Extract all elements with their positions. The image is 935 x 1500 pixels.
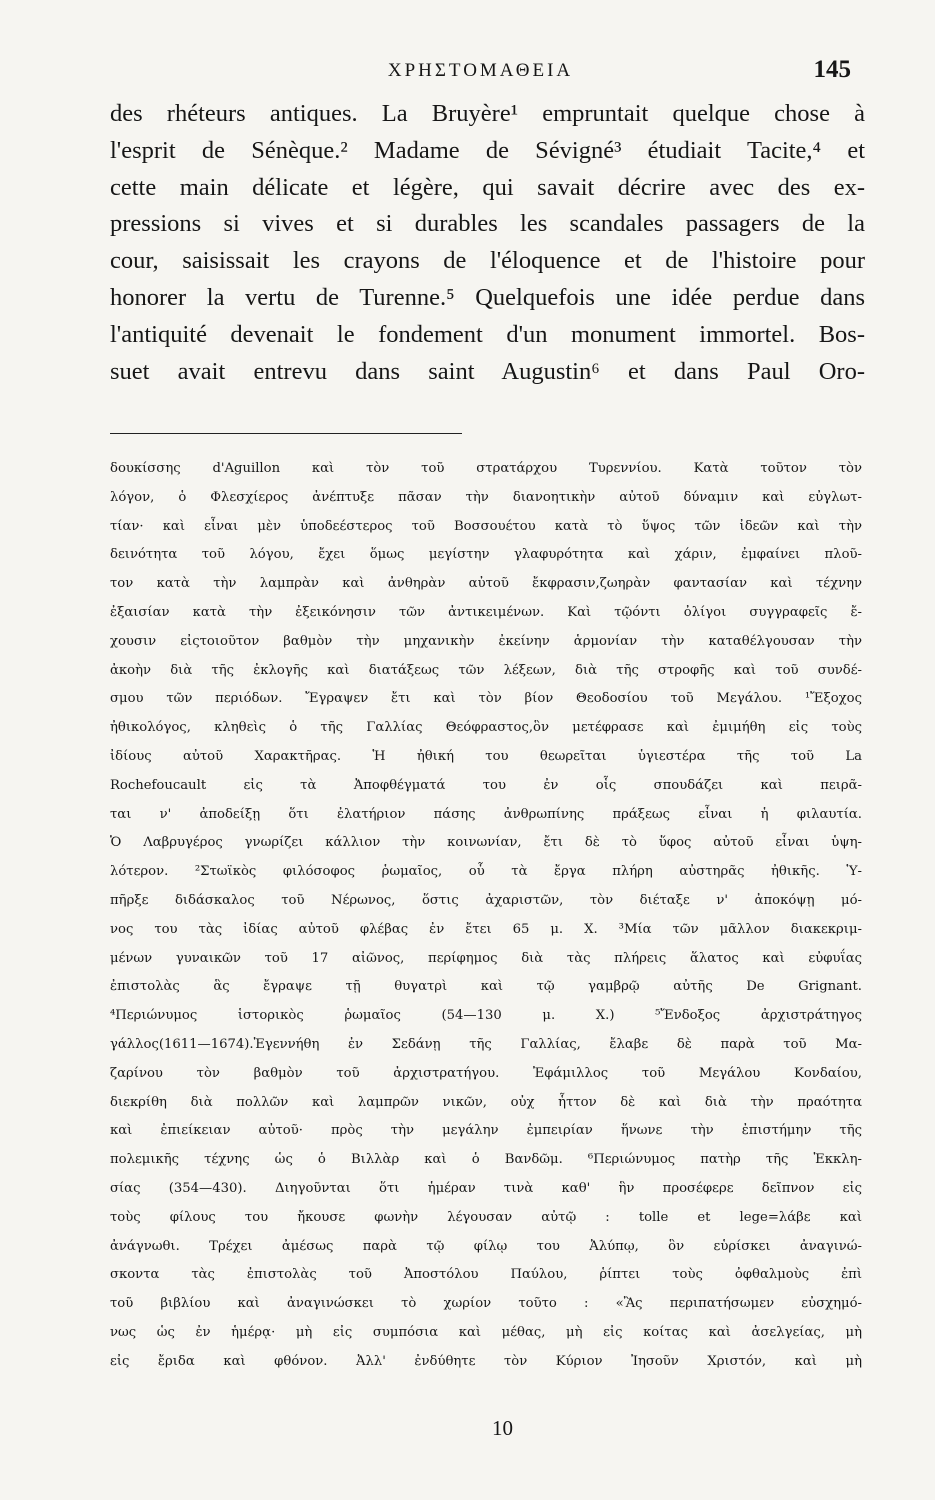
main-text-line: des rhéteurs antiques. La Bruyère¹ empruntait quelque chose à (110, 100, 865, 127)
signature-mark: 10 (492, 1416, 513, 1440)
footnote-line: ται ν' ἀποδείξῃ ὅτι ἐλατήριον πάσης ἀνθρωπίνης πράξεως εἶναι ἡ φιλαυτία. (110, 806, 862, 822)
running-head (110, 56, 851, 90)
footnote-line: ζαρίνου τὸν βαθμὸν τοῦ ἀρχιστρατήγου. Ἐφάμιλλος τοῦ Μεγάλου Κονδαίου, (110, 1065, 862, 1081)
main-text-line: suet avait entrevu dans saint Augustin⁶ et dans Paul Oro- (110, 357, 865, 385)
page-number: 145 (813, 56, 851, 83)
footnote-line: σμου τῶν περιόδων. Ἔγραψεν ἔτι καὶ τὸν βίον Θεοδοσίου τοῦ Μεγάλου. ¹Ἔξοχος (110, 691, 862, 707)
main-text-line: cette main délicate et légère, qui savait décrire avec des ex- (110, 173, 865, 201)
footnote-line: δουκίσσης d'Aguillon καὶ τὸν τοῦ στρατάρχου Τυρεννίου. Κατὰ τοῦτον τὸν (110, 461, 862, 476)
footnote-line: καὶ ἐπιείκειαν αὐτοῦ· πρὸς τὴν μεγάλην ἐμπειρίαν ἥνωνε τὴν ἐπιστήμην τῆς (110, 1123, 862, 1139)
footnote-line: ἀνάγνωθι. Τρέχει ἀμέσως παρὰ τῷ φίλῳ του Ἀλύπῳ, ὃν εὑρίσκει ἀναγινώ- (110, 1238, 862, 1254)
footnote-line: γάλλος(1611—1674).Ἐγεννήθη ἐν Σεδάνῃ τῆς Γαλλίας, ἔλαβε δὲ παρὰ τοῦ Μα- (110, 1036, 862, 1052)
running-title: ΧΡΗΣΤΟΜΑΘΕΙΑ (387, 60, 574, 81)
footnote-line: νος του τὰς ἰδίας αὐτοῦ φλέβας ἐν ἔτει 65 μ. Χ. ³Μία τῶν μᾶλλον διακεκριμ- (110, 921, 862, 937)
footnote-line: τίαν· καὶ εἶναι μὲν ὑποδεέστερος τοῦ Βοσσουέτου κατὰ τὸ ὕψος τῶν ἰδεῶν καὶ τὴν (110, 518, 862, 534)
footnote-line: διεκρίθη διὰ πολλῶν καὶ λαμπρῶν νικῶν, οὐχ ἧττον δὲ καὶ διὰ τὴν πραότητα (110, 1094, 862, 1110)
footnote-line: σκοντα τὰς ἐπιστολὰς τοῦ Ἀποστόλου Παύλου, ῥίπτει τοὺς ὀφθαλμοὺς ἐπὶ (110, 1267, 862, 1283)
footnote-line: πολεμικῆς τέχνης ὡς ὁ Βιλλὰρ καὶ ὁ Βανδῶμ. ⁶Περιώνυμος πατὴρ τῆς Ἐκκλη- (110, 1152, 862, 1168)
footnote-line: εἰς ἔριδα καὶ φθόνον. Ἀλλ' ἐνδύθητε τὸν Κύριον Ἰησοῦν Χριστόν, καὶ μὴ (110, 1353, 862, 1369)
footnote-line: τοῦ βιβλίου καὶ ἀναγινώσκει τὸ χωρίον τοῦτο : «Ἂς περιπατήσωμεν εὐσχημό- (110, 1296, 862, 1312)
footnote-line: μένων γυναικῶν τοῦ 17 αἰῶνος, περίφημος διὰ τὰς πλήρεις ἅλατος καὶ εὐφυΐας (110, 950, 862, 966)
footnote-line: πῆρξε διδάσκαλος τοῦ Νέρωνος, ὅστις ἀχαριστῶν, τὸν διέταξε ν' ἀποκόψῃ μό- (110, 892, 862, 908)
footnote-line: τον κατὰ τὴν λαμπρὰν καὶ ἀνθηρὰν αὐτοῦ ἔκφρασιν,ζωηρὰν φαντασίαν καὶ τέχνην (110, 576, 862, 592)
footnote-line: ἐξαισίαν κατὰ τὴν ἐξεικόνησιν τῶν ἀντικειμένων. Καὶ τῷόντι ὀλίγοι συγγραφεῖς ἔ- (110, 604, 862, 620)
footnotes (110, 455, 862, 1377)
footnote-line: ἰδίους αὐτοῦ Χαρακτῆρας. Ἡ ἠθική του θεωρεῖται ὑγιεστέρα τῆς τοῦ La (110, 748, 862, 764)
footnote-line: ⁴Περιώνυμος ἱστορικὸς ῥωμαῖος (54—130 μ. Χ.) ⁵Ἔνδοξος ἀρχιστράτηγος (110, 1008, 862, 1024)
footnote-line: δεινότητα τοῦ λόγου, ἔχει ὅμως μεγίστην γλαφυρότητα καὶ χάριν, ἐμφαίνει πλοῦ- (110, 547, 862, 563)
footnote-line: ἐπιστολὰς ἃς ἔγραψε τῇ θυγατρὶ καὶ τῷ γαμβρῷ αὐτῆς De Grignant. (110, 979, 862, 995)
footnote-line: σίας (354—430). Διηγοῦνται ὅτι ἡμέραν τινὰ καθ' ἣν προσέφερε δεῖπνον εἰς (110, 1180, 862, 1196)
footnote-divider (110, 433, 462, 434)
footnote-line: λότερον. ²Στωϊκὸς φιλόσοφος ῥωμαῖος, οὗ τὰ ἔργα πλήρη αὐστηρᾶς ἠθικῆς. Ὑ- (110, 864, 862, 880)
footnote-line: ἠθικολόγος, κληθεὶς ὁ τῆς Γαλλίας Θεόφραστος,ὃν μετέφρασε καὶ ἐμιμήθη εἰς τοὺς (110, 720, 862, 736)
footnote-line: χουσιν εἰςτοιοῦτον βαθμὸν τὴν μηχανικὴν ἐκείνην ἁρμονίαν τὴν καταθέλγουσαν τὴν (110, 633, 862, 649)
footnote-line: τοὺς φίλους του ἤκουσε φωνὴν λέγουσαν αὐτῷ : tolle et lege=λάβε καὶ (110, 1209, 862, 1225)
footnote-line: λόγον, ὁ Φλεσχίερος ἀνέπτυξε πᾶσαν τὴν διανοητικὴν αὐτοῦ δύναμιν καὶ εὐγλωτ- (110, 489, 862, 505)
main-text-line: l'antiquité devenait le fondement d'un monument immortel. Bos- (110, 320, 865, 348)
footnote-line: Rochefoucault εἰς τὰ Ἀποφθέγματά του ἐν οἷς σπουδάζει καὶ πειρᾶ- (110, 777, 862, 793)
main-text-line: l'esprit de Sénèque.² Madame de Sévigné³ étudiait Tacite,⁴ et (110, 136, 865, 164)
main-text-line: pressions si vives et si durables les scandales passagers de la (110, 210, 865, 238)
footnote-line: νως ὡς ἐν ἡμέρᾳ· μὴ εἰς συμπόσια καὶ μέθας, μὴ εἰς κοίτας καὶ ἀσελγείας, μὴ (110, 1324, 862, 1340)
main-text (110, 96, 865, 390)
main-text-line: cour, saisissait les crayons de l'éloquence et de l'histoire pour (110, 247, 865, 275)
footnote-line: ἀκοὴν διὰ τῆς ἐκλογῆς καὶ διατάξεως τῶν λέξεων, διὰ τῆς στροφῆς καὶ τοῦ συνδέ- (110, 662, 862, 678)
footnote-line: Ὁ Λαβρυγέρος γνωρίζει κάλλιον τὴν κοινωνίαν, ἔτι δὲ τὸ ὕφος αὐτοῦ εἶναι ὑψη- (110, 835, 862, 851)
main-text-line: honorer la vertu de Turenne.⁵ Quelquefois une idée perdue dans (110, 283, 865, 311)
